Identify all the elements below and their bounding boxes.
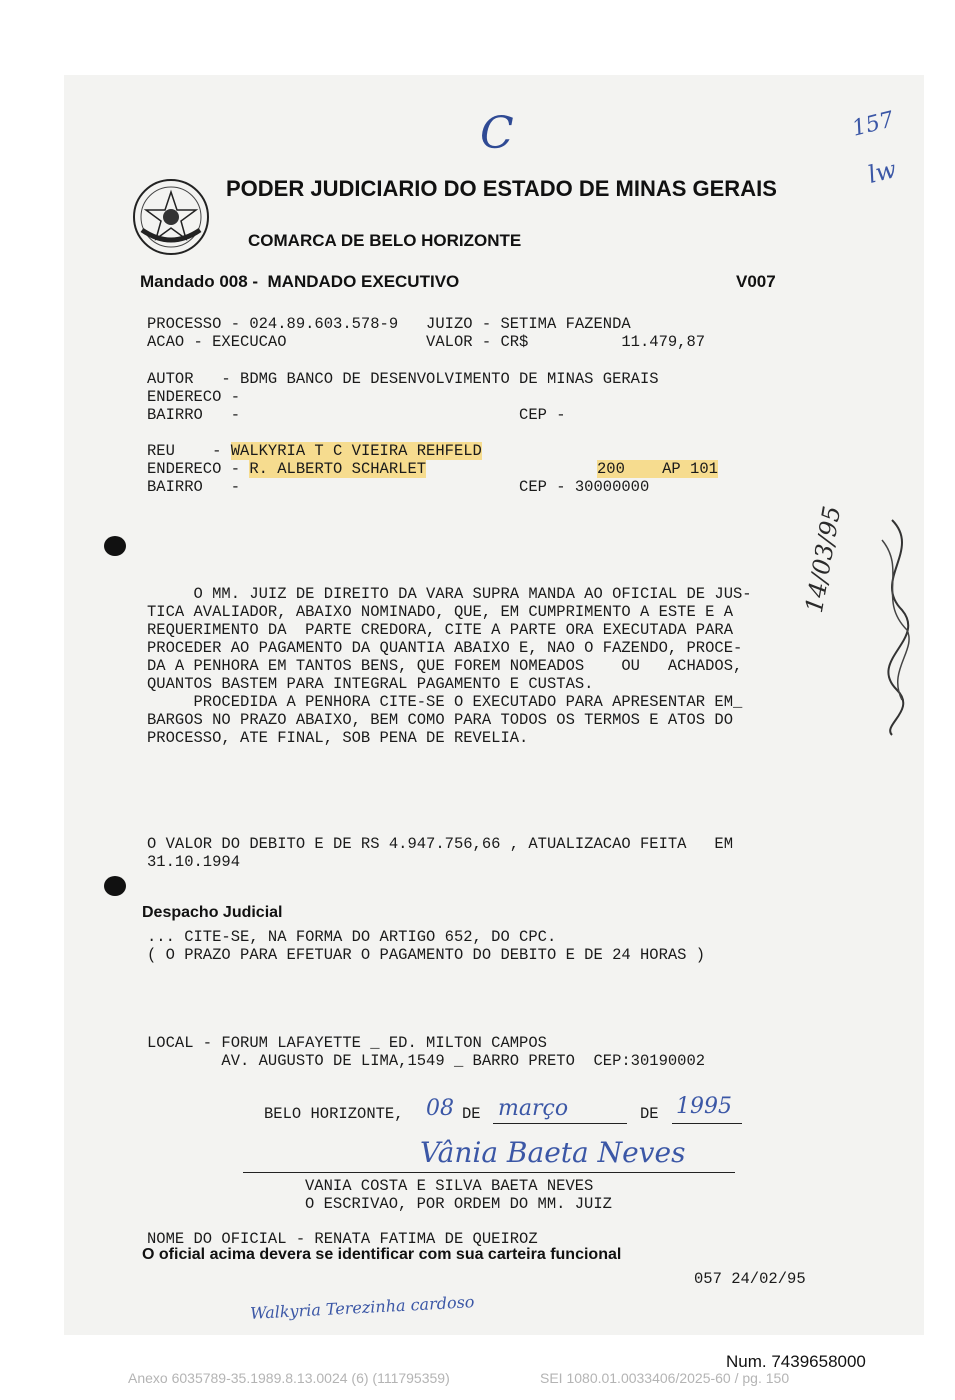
local-line-2: AV. AUGUSTO DE LIMA,1549 _ BARRO PRETO CEP:30190002: [147, 1052, 706, 1070]
state-seal-icon: [130, 178, 212, 256]
officer-name-line: NOME DO OFICIAL - RENATA FATIMA DE QUEIROZ: [147, 1230, 538, 1248]
body-text-line: TICA AVALIADOR, ABAIXO NOMINADO, QUE, EM CUMPRIMENTO A ESTE E A: [147, 603, 733, 621]
reu-address-number: 200 AP 101: [597, 460, 718, 478]
despacho-title: Despacho Judicial: [142, 904, 283, 921]
despacho-line-1: ... CITE-SE, NA FORMA DO ARTIGO 652, DO CPC.: [147, 928, 557, 946]
date-de-2: DE: [640, 1105, 659, 1123]
court-title: PODER JUDICIARIO DO ESTADO DE MINAS GERAIS: [226, 176, 777, 201]
reu-address: R. ALBERTO SCHARLET: [249, 460, 427, 478]
sei-reference: SEI 1080.01.0033406/2025-60 / pg. 150: [540, 1370, 790, 1386]
reu-line-1: [147, 442, 482, 460]
body-text-line: PROCEDIDA A PENHORA CITE-SE O EXECUTADO PARA APRESENTAR EM_: [147, 693, 743, 711]
punch-mark-1: [104, 536, 126, 556]
document-number: Num. 7439658000: [726, 1352, 866, 1371]
clerk-name: VANIA COSTA E SILVA BAETA NEVES: [305, 1177, 594, 1195]
issue-stamp: 057 24/02/95: [694, 1270, 806, 1288]
clerk-role: O ESCRIVAO, POR ORDEM DO MM. JUIZ: [305, 1195, 612, 1213]
punch-mark-2: [104, 876, 126, 896]
date-month-underline: [493, 1123, 627, 1124]
body-text-line: DA A PENHORA EM TANTOS BENS, QUE FOREM NOMEADOS OU ACHADOS,: [147, 657, 743, 675]
annex-reference: Anexo 6035789-35.1989.8.13.0024 (6) (111795359): [128, 1370, 450, 1386]
date-city: BELO HORIZONTE,: [264, 1105, 404, 1123]
despacho-line-2: ( O PRAZO PARA EFETUAR O PAGAMENTO DO DEBITO E DE 24 HORAS ): [147, 946, 706, 964]
date-day-handwritten: 08: [426, 1096, 454, 1121]
district-title: COMARCA DE BELO HORIZONTE: [248, 231, 522, 250]
margin-signature-icon: [862, 510, 924, 740]
signature-line: [243, 1172, 735, 1173]
mandate-title: Mandado 008 - MANDADO EXECUTIVO: [140, 272, 460, 291]
body-text-line: QUANTOS BASTEM PARA INTEGRAL PAGAMENTO E CUSTAS.: [147, 675, 594, 693]
date-month-handwritten: março: [498, 1096, 569, 1121]
autor-line-1: AUTOR - BDMG BANCO DE DESENVOLVIMENTO DE MINAS GERAIS: [147, 370, 659, 388]
date-de-1: DE: [462, 1105, 481, 1123]
debit-line-2: 31.10.1994: [147, 853, 241, 871]
initials-handwritten: lw: [865, 155, 900, 189]
body-text-line: BARGOS NO PRAZO ABAIXO, BEM COMO PARA TODOS OS TERMOS E ATOS DO: [147, 711, 733, 729]
body-text-line: PROCESSO, ATE FINAL, SOB PENA DE REVELIA.: [147, 729, 529, 747]
debit-line-1: O VALOR DO DEBITO E DE RS 4.947.756,66 , ATUALIZACAO FEITA EM: [147, 835, 733, 853]
top-handwritten-mark: C: [480, 108, 514, 159]
reu-address-label: ENDERECO -: [147, 460, 250, 478]
clerk-signature-handwritten: Vânia Baeta Neves: [420, 1136, 686, 1169]
date-year-handwritten: 1995: [676, 1094, 732, 1119]
mandate-body-text: [147, 585, 752, 747]
bottom-handwritten-note: Walkyria Terezinha cardoso: [249, 1292, 475, 1323]
reu-label: REU -: [147, 442, 231, 460]
local-line-1: LOCAL - FORUM LAFAYETTE _ ED. MILTON CAMPOS: [147, 1034, 547, 1052]
process-line-1: PROCESSO - 024.89.603.578-9 JUIZO - SETIMA FAZENDA: [147, 315, 631, 333]
reu-line-3: BAIRRO - CEP - 30000000: [147, 478, 650, 496]
reu-name: WALKYRIA T C VIEIRA REHFELD: [230, 442, 482, 460]
margin-handwritten-date: 14/03/95: [800, 503, 847, 615]
page-number-handwritten: 157: [849, 107, 897, 142]
process-line-2: ACAO - EXECUCAO VALOR - CR$ 11.479,87: [147, 333, 706, 351]
body-text-line: PROCEDER AO PAGAMENTO DA QUANTIA ABAIXO E, NAO O FAZENDO, PROCE-: [147, 639, 743, 657]
reu-line-2: [147, 460, 426, 478]
date-year-underline: [672, 1123, 742, 1124]
autor-line-3: BAIRRO - CEP -: [147, 406, 566, 424]
body-text-line: O MM. JUIZ DE DIREITO DA VARA SUPRA MANDA AO OFICIAL DE JUS-: [147, 585, 752, 603]
autor-line-2: ENDERECO -: [147, 388, 241, 406]
mandate-code: V007: [736, 272, 776, 291]
officer-notice: O oficial acima devera se identificar com sua carteira funcional: [142, 1246, 622, 1263]
body-text-line: REQUERIMENTO DA PARTE CREDORA, CITE A PARTE ORA EXECUTADA PARA: [147, 621, 733, 639]
